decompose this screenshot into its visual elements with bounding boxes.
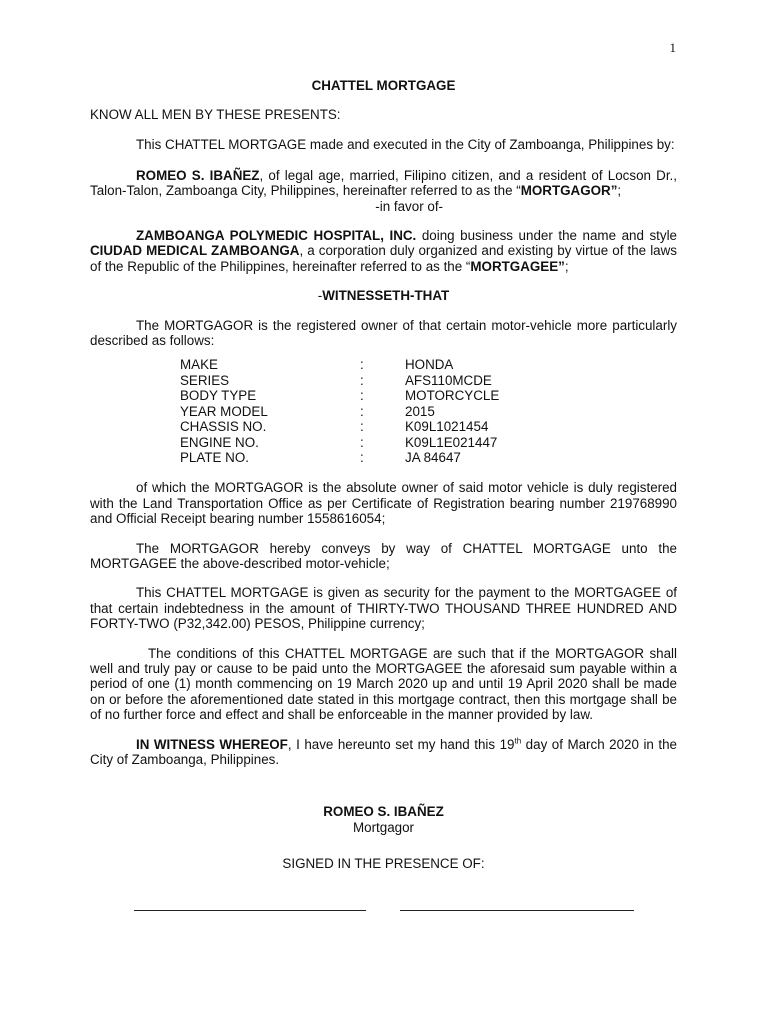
mortgagee-text-2: , a corporation duly organized and existing by virtue of the laws of the Republic of the Philippines, hereinafter referred to as the “ [90, 243, 677, 274]
presence-heading: SIGNED IN THE PRESENCE OF: [282, 856, 485, 872]
mortgagor-role: MORTGAGOR” [520, 183, 618, 199]
mortgagor-text: , of legal age, married, Filipino citizen, and a resident of Locson Dr., Talon-Talon, Zamboanga City, Philippines, hereinafter referred to as the “ [90, 167, 677, 199]
vehicle-value: HONDA [405, 357, 454, 373]
vehicle-value: AFS110MCDE [405, 372, 492, 388]
vehicle-row [180, 435, 605, 450]
vehicle-value: K09L1021454 [405, 419, 489, 435]
document-body [90, 78, 677, 920]
mortgagee-name: ZAMBOANGA POLYMEDIC HOSPITAL, INC. [136, 228, 417, 244]
witness-paragraph [90, 737, 677, 768]
signatory-role: Mortgagor [352, 819, 415, 835]
mortgagee-role: MORTGAGEE” [470, 258, 565, 274]
vehicle-label: SERIES [180, 372, 230, 388]
preamble: KNOW ALL MEN BY THESE PRESENTS: [90, 107, 341, 122]
security-paragraph: This CHATTEL MORTGAGE is given as security for the payment to the MORTGAGEE of that certain indebtedness in the amount of THIRTY-TWO THOUSAND THREE HUNDRED AND FORTY-TWO (P32,342.00) PESOS, Philippine currency; [90, 585, 677, 632]
witness-text-2: day of March 2020 in the City of Zamboanga, Philippines. [90, 736, 678, 767]
vehicle-label: ENGINE NO. [180, 434, 259, 450]
vehicle-separator: : [360, 403, 364, 419]
registration-paragraph: of which the MORTGAGOR is the absolute owner of said motor vehicle is duly registered with the Land Transportation Office as per Certificate of Registration bearing number 219768990 and Official Receipt bearing number 1558616054; [90, 480, 677, 527]
vehicle-row [180, 373, 605, 388]
vehicle-row [180, 450, 605, 465]
vehicle-label: PLATE NO. [180, 449, 249, 465]
mortgagor-name: ROMEO S. IBAÑEZ [136, 167, 260, 183]
mortgagee-end: ; [564, 258, 569, 274]
witness-whereof: IN WITNESS WHEREOF [136, 736, 288, 752]
vehicle-row [180, 404, 605, 419]
in-favor-line: -in favor of- [375, 198, 443, 214]
vehicle-label: MAKE [180, 357, 218, 373]
vehicle-separator: : [360, 419, 364, 435]
mortgagee-paragraph [90, 228, 677, 274]
witness-text-1: , I have hereunto set my hand this 19 [287, 736, 515, 752]
vehicle-separator: : [360, 388, 364, 404]
vehicle-value: 2015 [405, 403, 435, 419]
intro-paragraph: This CHATTEL MORTGAGE made and executed in the City of Zamboanga, Philippines by: [136, 137, 675, 153]
vehicle-row [180, 419, 605, 434]
mortgagee-text-1: doing business under the name and style [416, 228, 677, 244]
witnesseth-heading [90, 288, 677, 303]
page-number: 1 [669, 40, 676, 55]
witness-signature-line-1 [134, 910, 366, 911]
vehicle-value: K09L1E021447 [405, 434, 498, 450]
mortgagee-style-name: CIUDAD MEDICAL ZAMBOANGA [90, 243, 300, 259]
vehicle-separator: : [360, 449, 364, 465]
witnesseth-dash: - [317, 288, 323, 304]
document-title: CHATTEL MORTGAGE [311, 78, 456, 93]
conditions-paragraph: The conditions of this CHATTEL MORTGAGE are such that if the MORTGAGOR shall well and truly pay or cause to be paid unto the MORTGAGEE the aforesaid sum payable within a period of one (1) month commencing on 19 March 2020 up and until 19 April 2020 shall be made on or before the aforementioned date stated in this mortgage contract, then this mortgage shall be of no further force and effect and shall be enforceable in the manner provided by law. [90, 645, 677, 723]
vehicle-details-table [180, 357, 605, 465]
vehicle-label: YEAR MODEL [180, 403, 268, 419]
signatory-name: ROMEO S. IBAÑEZ [323, 804, 444, 820]
vehicle-separator: : [360, 357, 364, 373]
mortgagor-end: ; [617, 183, 622, 199]
witness-day-suffix: th [514, 736, 522, 746]
ownership-paragraph: The MORTGAGOR is the registered owner of that certain motor-vehicle more particularly described as follows: [90, 317, 677, 349]
vehicle-label: CHASSIS NO. [180, 419, 267, 435]
vehicle-value: JA 84647 [405, 449, 461, 465]
vehicle-row [180, 357, 605, 372]
witnesseth-text: WITNESSETH-THAT [322, 288, 450, 304]
signature-block [90, 804, 677, 835]
vehicle-separator: : [360, 372, 364, 388]
witness-signature-line-2 [400, 910, 634, 911]
vehicle-row [180, 388, 605, 403]
vehicle-value: MOTORCYCLE [405, 388, 500, 404]
witness-signature-lines [90, 900, 677, 920]
mortgagor-paragraph [90, 168, 677, 199]
vehicle-separator: : [360, 434, 364, 450]
conveys-paragraph: The MORTGAGOR hereby conveys by way of CHATTEL MORTGAGE unto the MORTGAGEE the above-described motor-vehicle; [90, 540, 677, 571]
vehicle-label: BODY TYPE [180, 388, 257, 404]
